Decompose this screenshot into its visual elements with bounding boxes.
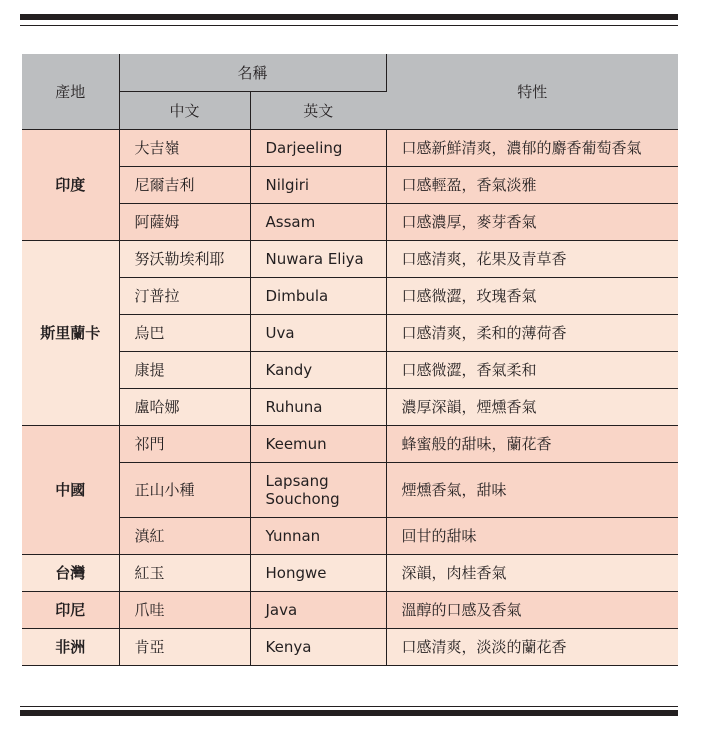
- tea-name-en: Java: [250, 592, 386, 629]
- tea-character: 深韻，肉桂香氣: [386, 555, 678, 592]
- tea-name-zh: 烏巴: [119, 315, 250, 352]
- region-cell: 非洲: [22, 629, 119, 666]
- tea-name-zh: 盧哈娜: [119, 389, 250, 426]
- table-row: [22, 315, 678, 352]
- tea-character: 口感微澀，香氣柔和: [386, 352, 678, 389]
- tea-character: 口感清爽，柔和的薄荷香: [386, 315, 678, 352]
- tea-name-zh: 紅玉: [119, 555, 250, 592]
- tea-origin-table: [22, 54, 678, 666]
- tea-name-zh: 尼爾吉利: [119, 167, 250, 204]
- tea-name-zh: 阿薩姆: [119, 204, 250, 241]
- table-row: [22, 167, 678, 204]
- tea-character: 口感清爽，花果及青草香: [386, 241, 678, 278]
- table-row: [22, 463, 678, 518]
- tea-name-en: Darjeeling: [250, 130, 386, 167]
- tea-name-zh: 大吉嶺: [119, 130, 250, 167]
- tea-character: 煙燻香氣，甜味: [386, 463, 678, 518]
- tea-character: 口感輕盈，香氣淡雅: [386, 167, 678, 204]
- tea-name-zh: 康提: [119, 352, 250, 389]
- top-thick-rule: [20, 14, 678, 20]
- table-row: [22, 352, 678, 389]
- tea-character: 口感濃厚，麥芽香氣: [386, 204, 678, 241]
- bottom-thick-rule: [20, 710, 678, 716]
- tea-name-en: Lapsang Souchong: [250, 463, 386, 518]
- tea-character: 溫醇的口感及香氣: [386, 592, 678, 629]
- region-cell: 斯里蘭卡: [22, 241, 119, 426]
- tea-name-en: Uva: [250, 315, 386, 352]
- tea-character: 口感新鮮清爽，濃郁的麝香葡萄香氣: [386, 130, 678, 167]
- table-row: [22, 241, 678, 278]
- header-name: 名稱: [119, 54, 386, 92]
- table-row: [22, 555, 678, 592]
- region-cell: 台灣: [22, 555, 119, 592]
- tea-name-zh: 努沃勒埃利耶: [119, 241, 250, 278]
- header-origin: 產地: [22, 54, 119, 130]
- header-chinese: 中文: [119, 92, 250, 130]
- tea-character: 回甘的甜味: [386, 518, 678, 555]
- header-character: 特性: [386, 54, 678, 130]
- table-row: [22, 629, 678, 666]
- tea-name-en: Kandy: [250, 352, 386, 389]
- tea-name-zh: 汀普拉: [119, 278, 250, 315]
- tea-character: 口感微澀，玫瑰香氣: [386, 278, 678, 315]
- tea-name-zh: 正山小種: [119, 463, 250, 518]
- tea-name-en: Ruhuna: [250, 389, 386, 426]
- table-row: [22, 130, 678, 167]
- tea-name-zh: 祁門: [119, 426, 250, 463]
- tea-character: 口感清爽，淡淡的蘭花香: [386, 629, 678, 666]
- tea-name-zh: 滇紅: [119, 518, 250, 555]
- region-cell: 中國: [22, 426, 119, 555]
- tea-name-en: Dimbula: [250, 278, 386, 315]
- table-row: [22, 592, 678, 629]
- tea-name-en: Keemun: [250, 426, 386, 463]
- table-row: [22, 426, 678, 463]
- region-cell: 印尼: [22, 592, 119, 629]
- tea-name-en: Kenya: [250, 629, 386, 666]
- table-row: [22, 204, 678, 241]
- tea-name-zh: 肯亞: [119, 629, 250, 666]
- bottom-thin-rule: [20, 706, 678, 707]
- table-row: [22, 518, 678, 555]
- tea-name-en: Nilgiri: [250, 167, 386, 204]
- tea-name-en: Assam: [250, 204, 386, 241]
- tea-character: 濃厚深韻，煙燻香氣: [386, 389, 678, 426]
- table-row: [22, 278, 678, 315]
- region-cell: 印度: [22, 130, 119, 241]
- tea-name-en: Hongwe: [250, 555, 386, 592]
- top-thin-rule: [20, 25, 678, 26]
- tea-name-en: Nuwara Eliya: [250, 241, 386, 278]
- header-english: 英文: [250, 92, 386, 130]
- tea-name-en: Yunnan: [250, 518, 386, 555]
- table-row: [22, 389, 678, 426]
- tea-character: 蜂蜜般的甜味，蘭花香: [386, 426, 678, 463]
- tea-name-zh: 爪哇: [119, 592, 250, 629]
